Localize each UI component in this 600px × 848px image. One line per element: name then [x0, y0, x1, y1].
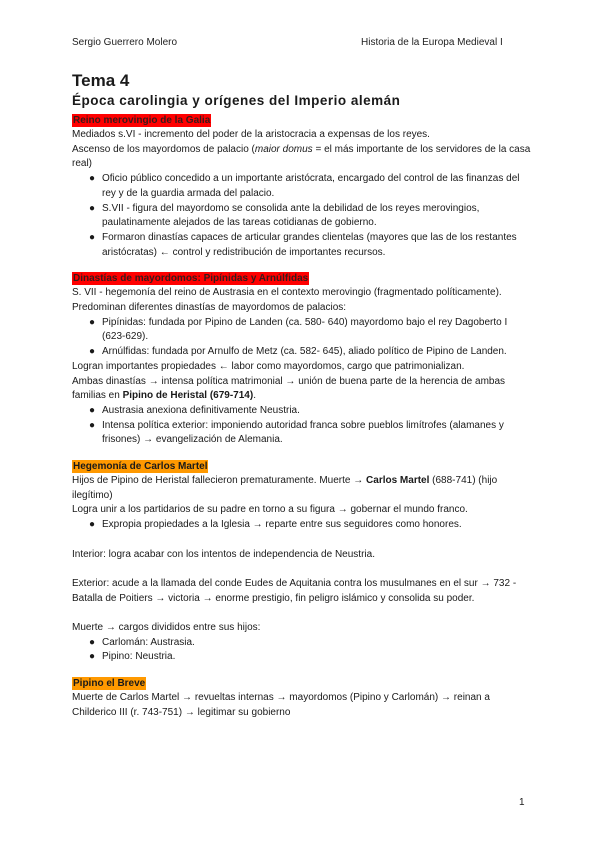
page-title: Tema 4	[72, 71, 130, 90]
section-heading: Reino merovingio de la Galia	[73, 115, 211, 126]
list-item: ● Pipino: Neustria.	[72, 650, 532, 665]
section-heading: Dinastías de mayordomos: Pipínidas y Arnúlfidas	[73, 273, 309, 285]
paragraph: Exterior: acude a la llamada del conde Eudes de Aquitania contra los musulmanes en el sur → 732 - Batalla de Poitiers → victoria → enorme prestigio, fin peligro islámico y consolida su poder.	[72, 577, 517, 604]
section-carlos-martel	[72, 456, 532, 665]
bullet-list	[72, 404, 532, 448]
section-pipino-el-breve	[72, 673, 532, 720]
paragraph: Predominan diferentes dinastías de mayordomos de palacios:	[72, 302, 347, 314]
header-course: Historia de la Europa Medieval I	[361, 37, 503, 48]
bullet-icon: ●	[89, 404, 96, 416]
list-item: ● Formaron dinastías capaces de articular grandes clientelas (mayores que las de los restantes aristócratas) ← control y redistribución de importantes recursos.	[89, 231, 517, 258]
list-item: ● Austrasia anexiona definitivamente Neustria.	[72, 404, 532, 419]
paragraph: Ascenso de los mayordomos de palacio (maior domus = el más importante de los servidores de la casa real)	[72, 143, 531, 170]
bullet-list	[72, 518, 532, 533]
bullet-list	[72, 316, 532, 360]
list-item: ● Intensa política exterior: imponiendo autoridad franca sobre pueblos limítrofes (alamanes y frisones) → evangelización de Alemania.	[89, 419, 504, 446]
header-author: Sergio Guerrero Molero	[72, 37, 178, 48]
section-heading: Hegemonía de Carlos Martel	[73, 461, 208, 473]
bullet-list	[72, 636, 532, 665]
bullet-icon: ●	[89, 346, 96, 358]
bullet-icon: ●	[89, 636, 96, 648]
bullet-icon: ●	[89, 419, 96, 431]
section-heading: Pipino el Breve	[73, 678, 146, 690]
bullet-icon: ●	[89, 651, 96, 663]
paragraph: Muerte → cargos divididos entre sus hijos:	[72, 622, 261, 634]
section-dinastias	[72, 268, 532, 448]
list-item: ● Pipínidas: fundada por Pipino de Landen (ca. 580- 640) mayordomo bajo el rey Dagoberto I (623-629).	[89, 316, 508, 343]
list-item: ● Oficio público concedido a un importante aristócrata, encargado del control de las finanzas del rey y de la guardia armada del palacio.	[89, 173, 520, 199]
paragraph: S. VII - hegemonía del reino de Austrasia en el contexto merovingio (fragmentado políticamente).	[72, 287, 502, 299]
document-body	[72, 70, 532, 721]
bullet-icon: ●	[89, 202, 96, 214]
paragraph: Mediados s.VI - incremento del poder de la aristocracia a expensas de los reyes.	[72, 129, 430, 140]
paragraph: Logran importantes propiedades ← labor como mayordomos, cargo que patrimonializan.	[72, 360, 465, 372]
paragraph: Interior: logra acabar con los intentos de independencia de Neustria.	[72, 548, 375, 560]
page-number: 1	[519, 797, 525, 808]
list-item: ● S.VII - figura del mayordomo se consolida ante la debilidad de los reyes merovingios, paulatinamente alejados de las tareas cotidianas de gobierno.	[89, 202, 480, 229]
paragraph: Hijos de Pipino de Heristal fallecieron prematuramente. Muerte → Carlos Martel (688-741) (hijo ilegítimo)	[72, 475, 498, 501]
bullet-icon: ●	[89, 173, 96, 185]
bullet-list	[72, 172, 532, 260]
bullet-icon: ●	[89, 519, 96, 531]
paragraph: Muerte de Carlos Martel → revueltas internas → mayordomos (Pipino y Carlomán) → reinan a Childerico III (r. 743-751) → legitimar su gobierno	[72, 692, 490, 718]
list-item: ● Arnúlfidas: fundada por Arnulfo de Metz (ca. 582- 645), aliado político de Pipino de Landen.	[72, 345, 532, 360]
section-reino-merovingio	[72, 110, 532, 260]
list-item: ● Carlomán: Austrasia.	[72, 636, 532, 651]
bullet-icon: ●	[89, 316, 96, 328]
paragraph: Logra unir a los partidarios de su padre en torno a su figura → gobernar el mundo franco.	[72, 504, 468, 516]
page-subtitle: Época carolingia y orígenes del Imperio alemán	[72, 93, 401, 108]
list-item: ● Expropia propiedades a la Iglesia → reparte entre sus seguidores como honores.	[72, 518, 532, 533]
bullet-icon: ●	[89, 231, 96, 243]
paragraph: Ambas dinastías → intensa política matrimonial → unión de buena parte de la herencia de ambas familias en Pipino de Heristal (679-714).	[72, 375, 506, 402]
